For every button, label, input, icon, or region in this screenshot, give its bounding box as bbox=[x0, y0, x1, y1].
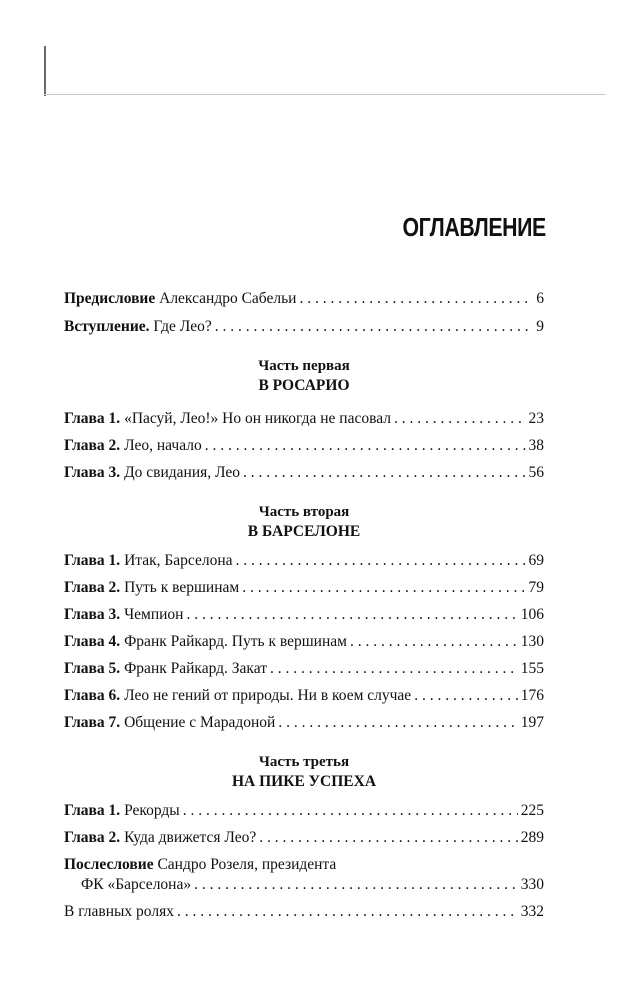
dot-leader bbox=[243, 463, 525, 483]
toc-entry-chapter[interactable] bbox=[64, 605, 544, 625]
toc-entry-chapter[interactable] bbox=[64, 713, 544, 733]
dot-leader bbox=[236, 551, 526, 571]
page-number: 289 bbox=[520, 829, 544, 846]
toc-entry-chapter[interactable] bbox=[64, 659, 544, 679]
entry-bold-label: Глава 2. bbox=[64, 579, 121, 596]
entry-text: В главных ролях bbox=[64, 903, 174, 920]
toc-entry-chapter[interactable] bbox=[64, 551, 544, 571]
entry-bold-label: Глава 5. bbox=[64, 660, 121, 677]
page-number: 176 bbox=[520, 687, 544, 704]
part-title: В РОСАРИО bbox=[258, 377, 350, 394]
entry-text: Чемпион bbox=[120, 606, 184, 623]
toc-entry-preface[interactable] bbox=[64, 289, 544, 309]
entry-text: Лео, начало bbox=[120, 437, 202, 454]
toc-entry-chapter[interactable] bbox=[64, 686, 544, 706]
toc-entry-chapter[interactable] bbox=[64, 436, 544, 456]
part-heading-2 bbox=[64, 503, 544, 541]
entry-bold-label: Глава 2. bbox=[64, 829, 121, 846]
dot-leader bbox=[215, 317, 534, 337]
dot-leader bbox=[299, 289, 533, 309]
part-title: НА ПИКЕ УСПЕХА bbox=[231, 773, 377, 790]
entry-text: Общение с Марадоной bbox=[120, 714, 276, 731]
dot-leader bbox=[205, 436, 526, 456]
entry-bold-label: Предисловие bbox=[64, 290, 156, 307]
toc-entry-chapter[interactable] bbox=[64, 578, 544, 598]
toc-entry-afterword-line2[interactable] bbox=[81, 875, 544, 895]
entry-bold-label: Глава 3. bbox=[64, 606, 121, 623]
page-number: 69 bbox=[528, 552, 544, 569]
part-heading-3 bbox=[64, 753, 544, 791]
entry-bold-label: Глава 6. bbox=[64, 687, 121, 704]
dot-leader bbox=[242, 578, 525, 598]
page-number: 332 bbox=[520, 903, 544, 920]
entry-bold-label: Глава 7. bbox=[64, 714, 121, 731]
entry-text: Александро Сабельи bbox=[155, 290, 297, 307]
dot-leader bbox=[186, 605, 517, 625]
page-number: 6 bbox=[536, 290, 544, 307]
entry-bold-label: Вступление. bbox=[64, 318, 150, 335]
part-heading-1 bbox=[64, 357, 544, 395]
entry-text: Лео не гений от природы. Ни в коем случае bbox=[120, 687, 412, 704]
page-number: 155 bbox=[520, 660, 544, 677]
page-number: 330 bbox=[520, 876, 544, 893]
dot-leader bbox=[394, 409, 526, 429]
page-number: 130 bbox=[520, 633, 544, 650]
dot-leader bbox=[414, 686, 518, 706]
page-number: 79 bbox=[528, 579, 544, 596]
page-number: 9 bbox=[536, 318, 544, 335]
dot-leader bbox=[259, 828, 517, 848]
toc-entry-chapter[interactable] bbox=[64, 632, 544, 652]
part-number: Часть вторая bbox=[258, 504, 350, 520]
entry-text: «Пасуй, Лео!» Но он никогда не пасовал bbox=[120, 410, 391, 427]
entry-text: Рекорды bbox=[120, 802, 180, 819]
entry-text: Где Лео? bbox=[149, 318, 212, 335]
toc-entry-chapter[interactable] bbox=[64, 828, 544, 848]
part-title: В БАРСЕЛОНЕ bbox=[247, 523, 361, 540]
entry-text: Франк Райкард. Закат bbox=[120, 660, 267, 677]
entry-bold-label: Послесловие bbox=[64, 856, 154, 873]
entry-text: Итак, Барселона bbox=[120, 552, 233, 569]
part-number: Часть третья bbox=[258, 754, 350, 770]
entry-bold-label: Глава 4. bbox=[64, 633, 121, 650]
entry-bold-label: Глава 1. bbox=[64, 410, 121, 427]
dot-leader bbox=[194, 875, 518, 895]
entry-text: Путь к вершинам bbox=[120, 579, 240, 596]
part-number: Часть первая bbox=[258, 358, 350, 374]
entry-text: Франк Райкард. Путь к вершинам bbox=[120, 633, 347, 650]
entry-text: Сандро Розеля, президента bbox=[153, 856, 337, 873]
entry-text: Куда движется Лео? bbox=[120, 829, 257, 846]
dot-leader bbox=[183, 801, 518, 821]
page-number: 197 bbox=[520, 714, 544, 731]
page-number: 23 bbox=[528, 410, 544, 427]
entry-bold-label: Глава 1. bbox=[64, 552, 121, 569]
entry-bold-label: Глава 1. bbox=[64, 802, 121, 819]
page-number: 106 bbox=[520, 606, 544, 623]
toc-entry-cast[interactable] bbox=[64, 902, 544, 922]
toc-entry-afterword[interactable] bbox=[64, 855, 336, 875]
dot-leader bbox=[278, 713, 517, 733]
page-title: ОГЛАВЛЕНИЕ bbox=[402, 212, 546, 242]
page-number: 225 bbox=[520, 802, 544, 819]
entry-text: До свидания, Лео bbox=[120, 464, 241, 481]
toc-entry-chapter[interactable] bbox=[64, 801, 544, 821]
entry-text: ФК «Барселона» bbox=[81, 876, 192, 893]
toc-entry-introduction[interactable] bbox=[64, 317, 544, 337]
header-vertical-rule bbox=[44, 46, 46, 96]
header-horizontal-rule bbox=[44, 94, 606, 95]
entry-bold-label: Глава 3. bbox=[64, 464, 121, 481]
dot-leader bbox=[177, 902, 518, 922]
dot-leader bbox=[270, 659, 518, 679]
page-number: 56 bbox=[528, 464, 544, 481]
entry-bold-label: Глава 2. bbox=[64, 437, 121, 454]
dot-leader bbox=[350, 632, 518, 652]
page-number: 38 bbox=[528, 437, 544, 454]
toc-entry-chapter[interactable] bbox=[64, 463, 544, 483]
toc-entry-chapter[interactable] bbox=[64, 409, 544, 429]
